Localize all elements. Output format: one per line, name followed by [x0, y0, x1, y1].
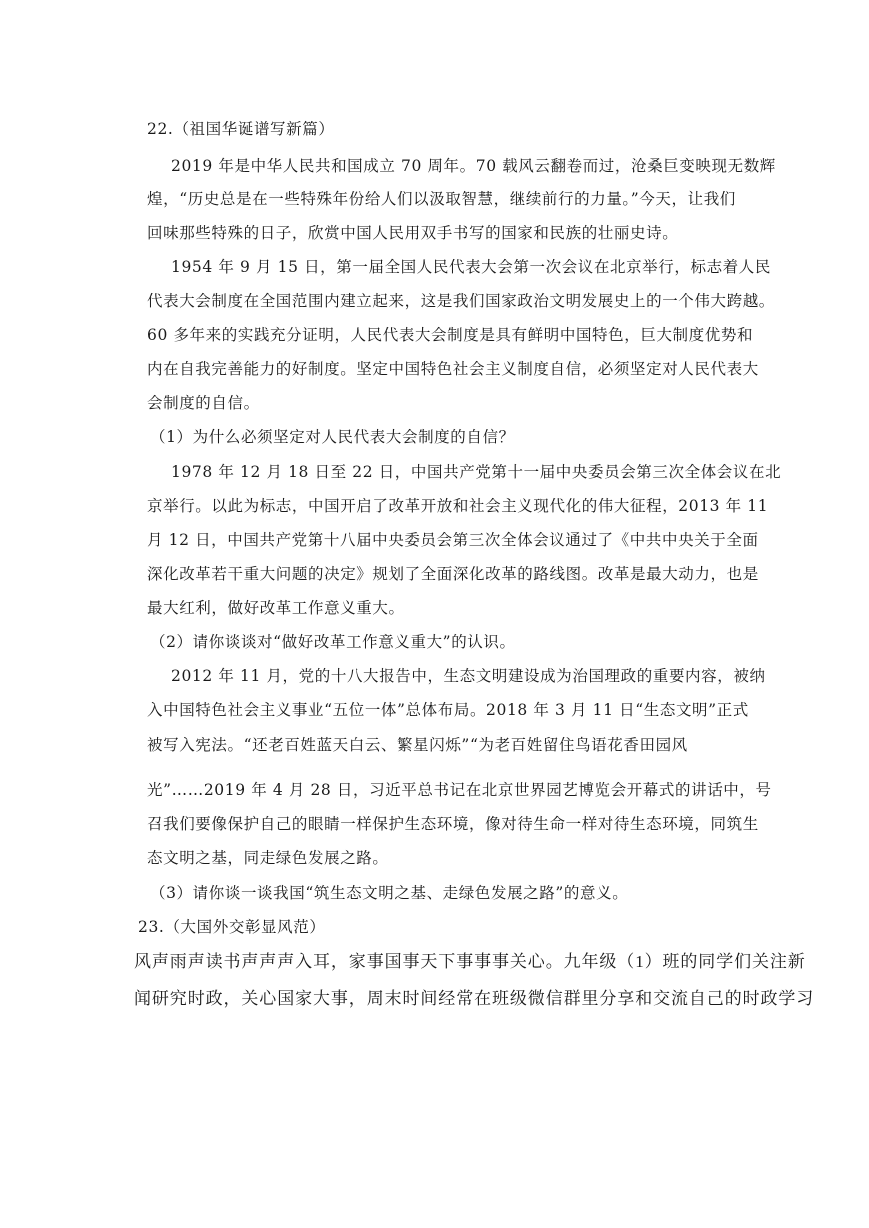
sub-question-1: （1）为什么必须坚定对人民代表大会制度的自信？ — [150, 428, 515, 446]
text-line: 入中国特色社会主义事业“五位一体”总体布局。2018 年 3 月 11 日“生态文明”正式 — [147, 701, 749, 719]
text-line: 召我们要像保护自己的眼睛一样保护生态环境，像对待生命一样对待生态环境，同筑生 — [147, 815, 759, 833]
sub-question-2: （2）请你谈谈对“做好改革工作意义重大”的认识。 — [150, 633, 516, 651]
text-line: 1954 年 9 月 15 日，第一届全国人民代表大会第一次会议在北京举行，标志着人民 — [171, 258, 771, 276]
text-line: 最大红利，做好改革工作意义重大。 — [147, 599, 405, 617]
text-line: 深化改革若干重大问题的决定》规划了全面深化改革的路线图。改革是最大动力，也是 — [147, 565, 759, 583]
text-line: 会制度的自信。 — [147, 394, 260, 412]
text-line: 代表大会制度在全国范围内建立起来，这是我们国家政治文明发展史上的一个伟大跨越。 — [147, 292, 775, 310]
text-line: 2012 年 11 月，党的十八大报告中，生态文明建设成为治国理政的重要内容，被纳 — [171, 667, 766, 685]
text-line: 京举行。以此为标志，中国开启了改革开放和社会主义现代化的伟大征程，2013 年 11 — [147, 497, 769, 515]
text-line: 60 多年来的实践充分证明，人民代表大会制度是具有鲜明中国特色，巨大制度优势和 — [147, 326, 754, 344]
question-22-heading: 22.（祖国华诞谱写新篇） — [147, 120, 335, 138]
text-line: 2019 年是中华人民共和国成立 70 周年。70 载风云翻卷而过，沧桑巨变映现无数辉 — [171, 157, 776, 175]
text-line: 内在自我完善能力的好制度。坚定中国特色社会主义制度自信，必须坚定对人民代表大 — [147, 360, 759, 378]
text-line: 1978 年 12 月 18 日至 22 日，中国共产党第十一届中央委员会第三次全体会议在北 — [171, 463, 782, 481]
text-line: 闻研究时政，关心国家大事，周末时间经常在班级微信群里分享和交流自己的时政学习 — [134, 989, 815, 1008]
text-line: 光”……2019 年 4 月 28 日，习近平总书记在北京世界园艺博览会开幕式的讲话中，号 — [147, 781, 772, 799]
text-line: 回味那些特殊的日子，欣赏中国人民用双手书写的国家和民族的壮丽史诗。 — [147, 224, 679, 242]
text-line: 煌，“历史总是在一些特殊年份给人们以汲取智慧，继续前行的力量。”今天，让我们 — [147, 190, 736, 208]
text-line: 月 12 日，中国共产党第十八届中央委员会第三次全体会议通过了《中共中央关于全面 — [147, 531, 759, 549]
question-23-heading: 23.（大国外交彰显风范） — [138, 918, 326, 936]
sub-question-3: （3）请你谈一谈我国“筑生态文明之基、走绿色发展之路”的意义。 — [150, 884, 629, 902]
text-line: 态文明之基，同走绿色发展之路。 — [147, 849, 389, 867]
text-line: 风声雨声读书声声声入耳，家事国事天下事事事关心。九年级（1）班的同学们关注新 — [134, 952, 806, 971]
text-line: 被写入宪法。“还老百姓蓝天白云、繁星闪烁”“为老百姓留住鸟语花香田园风 — [147, 736, 688, 754]
